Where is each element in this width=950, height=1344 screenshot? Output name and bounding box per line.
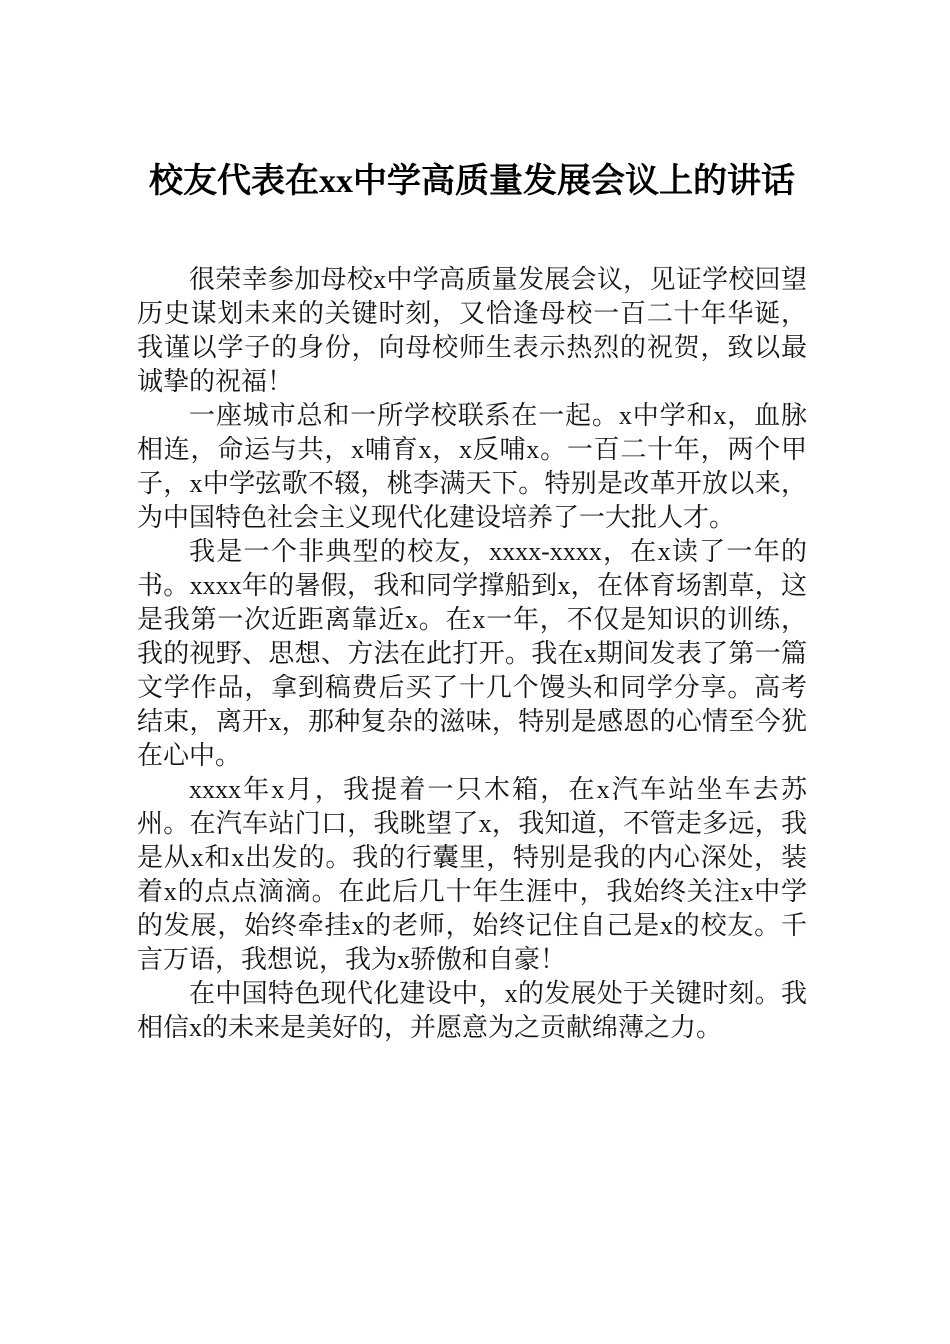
paragraph: 在中国特色现代化建设中，x的发展处于关键时刻。我相信x的未来是美好的，并愿意为之贡献绵薄之力。 [137,979,807,1042]
paragraph: xxxx年x月，我提着一只木箱，在x汽车站坐车去苏州。在汽车站门口，我眺望了x，我知道，不管走多远，我是从x和x出发的。我的行囊里，特别是我的内心深处，装着x的点点滴滴。在此后几十年生涯中，我始终关注x中学的发展，始终牵挂x的老师，始终记住自己是x的校友。千言万语，我想说，我为x骄傲和自豪！ [137,775,807,974]
paragraph: 一座城市总和一所学校联系在一起。x中学和x，血脉相连，命运与共，x哺育x，x反哺x。一百二十年，两个甲子，x中学弦歌不辍，桃李满天下。特别是改革开放以来，为中国特色社会主义现代化建设培养了一大批人才。 [137,401,807,532]
paragraph: 我是一个非典型的校友，xxxx-xxxx，在x读了一年的书。xxxx年的暑假，我和同学撑船到x，在体育场割草，这是我第一次近距离靠近x。在x一年，不仅是知识的训练，我的视野、思想、方法在此打开。我在x期间发表了第一篇文学作品，拿到稿费后买了十几个馒头和同学分享。高考结束，离开x，那种复杂的滋味，特别是感恩的心情至今犹在心中。 [137,537,807,770]
document-content [137,149,807,1045]
document-body [137,263,807,1045]
document-title: 校友代表在xx中学高质量发展会议上的讲话 [149,163,795,200]
paragraph: 很荣幸参加母校x中学高质量发展会议，见证学校回望历史谋划未来的关键时刻，又恰逢母校一百二十年华诞，我谨以学子的身份，向母校师生表示热烈的祝贺，致以最诚挚的祝福！ [137,265,807,396]
